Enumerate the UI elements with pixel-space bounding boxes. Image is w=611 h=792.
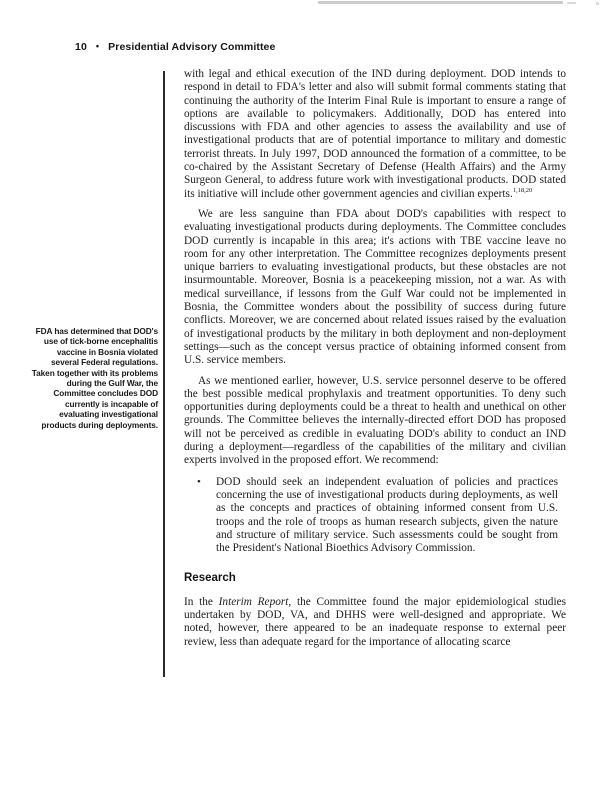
scan-speck [596,2,599,5]
page-number: 10 [75,41,87,53]
section-heading-research: Research [184,572,236,585]
paragraph-research [184,596,566,649]
margin-note: FDA has determined that DOD's use of tick-borne encephalitis vaccine in Bosnia violated several Federal regulations. Taken together with its problems during the Gulf War, the Committee concludes DOD currently is incapable of evaluating investigational products during deployments. [31,326,158,430]
paragraph-rest: , the Committee found the major epidemiological studies undertaken by DOD, VA, and DHHS were well-designed and appropriate. We noted, however, there appeared to be an inadequate response to external peer review, less than adequate regard for the importance of allocating scarce [184,595,566,648]
paragraph-text: with legal and ethical execution of the IND during deployment. DOD intends to respond in detail to FDA's letter and also will submit formal comments stating that continuing the authority of the Interim Final Rule is important to ensure a range of options are available to policymakers. Additionally, DOD has entered into discussions with FDA and other agencies to assess the availability and use of investigational products that are of potential importance to military and domestic terrorist threats. In July 1997, DOD announced the formation of a committee, to be co-chaired by the Assistant Secretary of Defense (Health Affairs) and the Army Surgeon General, to address future work with investigational products. DOD stated its initiative will include other government agencies and civilian experts. [184,68,566,200]
footnote-reference: 1,18,20 [512,186,533,194]
paragraph-continuation [184,68,566,201]
bullet-separator-icon: • [95,41,100,51]
scan-artifact-line [318,1,563,4]
margin-rule [163,71,165,677]
body-text-column [184,68,566,649]
report-title-italic: Interim Report [218,595,289,608]
paragraph-sanguine: We are less sanguine than FDA about DOD's capabilities with respect to evaluating investigational products during deployments. The Committee concludes DOD currently is incapable in this area; it's actions with TBE vaccine leave no room for any other interpretation. The Committee recognizes deployments present unique barriers to evaluating investigational products, but these obstacles are not insurmountable. Moreover, Bosnia is a peacekeeping mission, not a war. As with medical surveillance, if lessons from the Gulf War could not be implemented in Bosnia, the Committee wonders about the possibility of success during future conflicts. Moreover, we are concerned about related issues raised by the evaluation of investigational products by the military in both deployment and non-deployment settings—such as the concept versus practice of obtaining informed consent from U.S. service members. [184,207,566,367]
recommendation-item [197,476,558,556]
paragraph-lead: In the [184,595,219,608]
recommendation-text: DOD should seek an independent evaluation of policies and practices concerning the use of investigational products during deployments, as well as the concepts and practices of obtaining informed consent from U.S. troops and the role of troops as human research subjects, given the nature and structure of military service. Such assessments could be sought from the President's National Bioethics Advisory Commission. [216,475,558,555]
paragraph-recommend-intro: As we mentioned earlier, however, U.S. service personnel deserve to be offered the best possible medical prophylaxis and treatment opportunities. To deny such opportunities during deployments could be a threat to health and unethical on other grounds. The Committee believes the internally-directed effort DOD has proposed will not be perceived as credible in evaluating DOD's ability to conduct an IND during a deployment—regardless of the capabilities of the military and civilian experts involved in the proposed effort. We recommend: [184,374,566,467]
bullet-icon: • [197,475,201,488]
page-header [75,41,275,53]
scan-speck [567,2,576,4]
running-title: Presidential Advisory Committee [108,41,276,53]
